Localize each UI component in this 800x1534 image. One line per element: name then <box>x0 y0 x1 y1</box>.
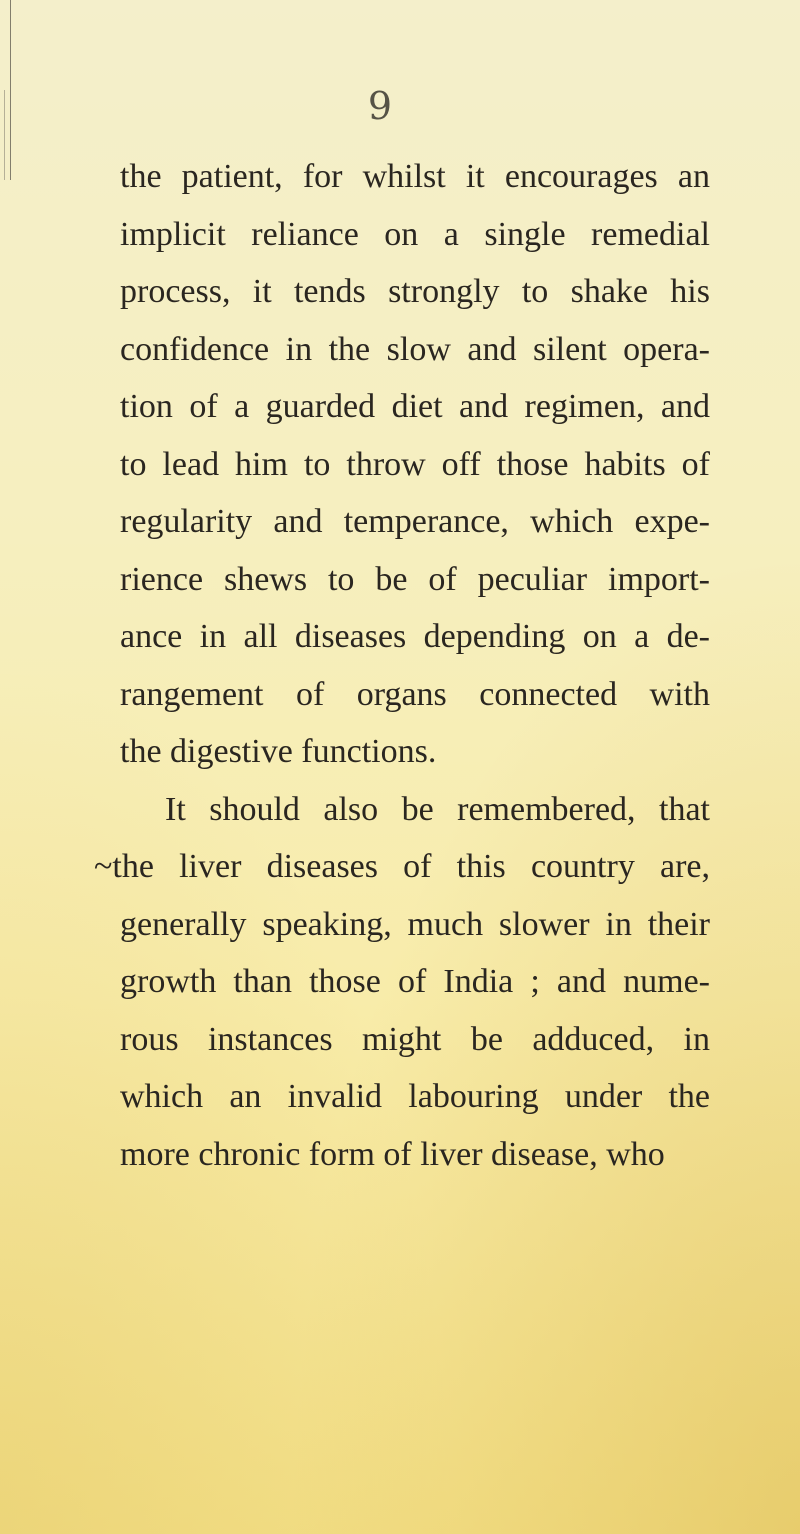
text-line: the digestive functions. <box>120 733 437 770</box>
text-line: growth than those of India ; and nume- <box>120 963 710 1000</box>
body-text <box>94 148 710 1183</box>
text-line: implicit reliance on a single remedial <box>120 215 710 253</box>
text-line: the patient, for whilst it encourages an <box>120 158 710 195</box>
text-line: It should also be remembered, that <box>165 790 710 828</box>
text-line: process, it tends strongly to shake his <box>120 273 710 310</box>
text-line: confidence in the slow and silent opera- <box>120 330 710 368</box>
text-line: rience shews to be of peculiar import- <box>120 560 710 598</box>
text-line: ance in all diseases depending on a de- <box>120 618 710 655</box>
text-line: tion of a guarded diet and regimen, and <box>120 388 710 425</box>
text-line: regularity and temperance, which expe- <box>120 503 710 540</box>
page-number: 9 <box>367 84 393 128</box>
page-edge-shadow-inner <box>0 90 5 180</box>
text-line: generally speaking, much slower in their <box>120 905 710 943</box>
text-line: ~the liver diseases of this country are, <box>94 848 710 885</box>
text-line: more chronic form of liver disease, who <box>120 1135 665 1173</box>
text-line: rangement of organs connected with <box>120 675 710 713</box>
text-line: which an invalid labouring under the <box>120 1078 710 1115</box>
text-line: rous instances might be adduced, in <box>120 1020 710 1058</box>
text-line: to lead him to throw off those habits of <box>120 445 710 483</box>
